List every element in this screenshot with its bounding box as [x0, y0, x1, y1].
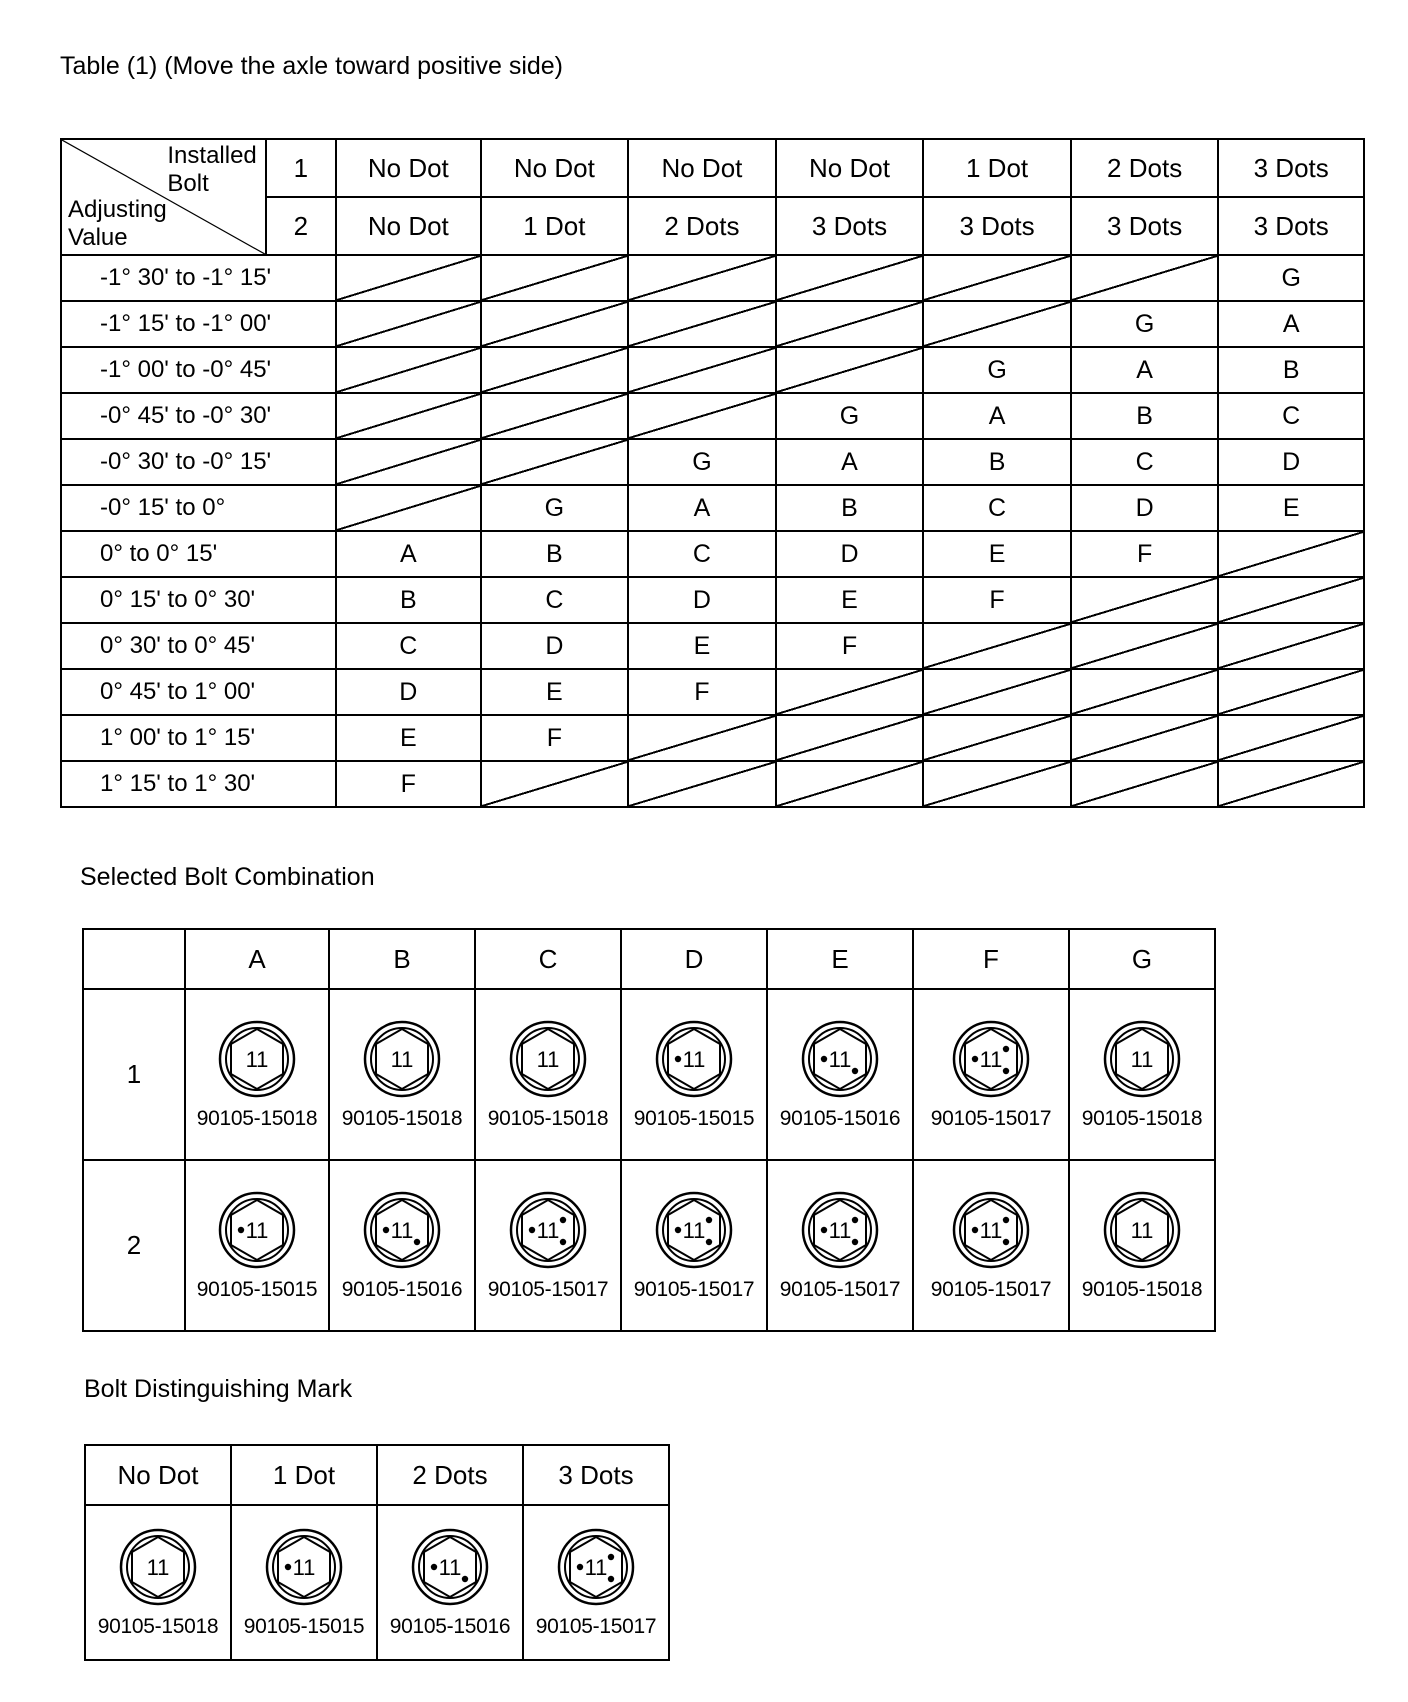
- not-applicable-cell: [1071, 577, 1219, 623]
- mark-column-header: 1 Dot: [231, 1445, 377, 1505]
- marks-title: Bolt Distinguishing Mark: [84, 1375, 353, 1403]
- not-applicable-cell: [1218, 715, 1364, 761]
- not-applicable-cell: [336, 393, 481, 439]
- combo-letter-cell: A: [1071, 347, 1219, 393]
- not-applicable-cell: [1218, 531, 1364, 577]
- bolt-cell: [767, 1160, 913, 1331]
- svg-text:11: 11: [584, 1554, 608, 1580]
- combo-letter-cell: B: [776, 485, 924, 531]
- part-number: 90105-15017: [633, 1277, 755, 1301]
- bolt-cell: [523, 1505, 669, 1660]
- not-applicable-cell: [1071, 623, 1219, 669]
- bolt-cell: [913, 1160, 1069, 1331]
- not-applicable-cell: [628, 761, 776, 807]
- bolt-cell: [1069, 1160, 1215, 1331]
- combo-letter-cell: E: [776, 577, 924, 623]
- combo-column-header: D: [621, 929, 767, 989]
- combo-row-label: 2: [83, 1160, 185, 1331]
- adjust-row: [61, 531, 1364, 577]
- adjust-range-label: -0° 30' to -0° 15': [61, 439, 336, 485]
- adjust-range-label: 0° to 0° 15': [61, 531, 336, 577]
- bolt1-mark: No Dot: [776, 139, 924, 197]
- bolt-cell: [1069, 989, 1215, 1160]
- combo-letter-cell: A: [923, 393, 1071, 439]
- combo-letter-cell: D: [1218, 439, 1364, 485]
- combo-letter-cell: A: [336, 531, 481, 577]
- not-applicable-cell: [923, 669, 1071, 715]
- bolt-head-icon: [951, 1019, 1031, 1099]
- mark-column-header: 3 Dots: [523, 1445, 669, 1505]
- svg-text:11: 11: [682, 1046, 706, 1072]
- not-applicable-cell: [1218, 761, 1364, 807]
- not-applicable-cell: [1071, 669, 1219, 715]
- not-applicable-cell: [1218, 669, 1364, 715]
- not-applicable-cell: [776, 255, 924, 301]
- not-applicable-cell: [336, 485, 481, 531]
- combo-letter-cell: B: [1071, 393, 1219, 439]
- svg-text:11: 11: [828, 1217, 852, 1243]
- not-applicable-cell: [628, 347, 776, 393]
- mark-header-row: [85, 1445, 669, 1505]
- adjust-row: [61, 761, 1364, 807]
- bolt-head-icon: [654, 1019, 734, 1099]
- adjust-range-label: -1° 30' to -1° 15': [61, 255, 336, 301]
- bolt-cell: [913, 989, 1069, 1160]
- combo-letter-cell: F: [923, 577, 1071, 623]
- bolt2-mark: 1 Dot: [481, 197, 629, 255]
- combo-column-header: A: [185, 929, 329, 989]
- adjust-row: [61, 623, 1364, 669]
- not-applicable-cell: [923, 301, 1071, 347]
- mark-column-header: No Dot: [85, 1445, 231, 1505]
- svg-text:11: 11: [979, 1046, 1003, 1072]
- part-number: 90105-15017: [930, 1106, 1052, 1130]
- installed-bolt-label: Installed Bolt: [167, 142, 257, 197]
- combo-letter-cell: G: [923, 347, 1071, 393]
- adjust-range-label: -1° 15' to -1° 00': [61, 301, 336, 347]
- bolt-head-icon: [264, 1527, 344, 1607]
- bolt-cell: [621, 989, 767, 1160]
- part-number: 90105-15017: [930, 1277, 1052, 1301]
- svg-text:11: 11: [1130, 1217, 1154, 1243]
- combo-column-header: F: [913, 929, 1069, 989]
- adjust-row: [61, 715, 1364, 761]
- bolt2-mark: 2 Dots: [628, 197, 776, 255]
- combo-letter-cell: G: [481, 485, 629, 531]
- combo-bolt-row: [83, 989, 1215, 1160]
- svg-text:11: 11: [682, 1217, 706, 1243]
- part-number: 90105-15016: [341, 1277, 463, 1301]
- bolt-cell: [767, 989, 913, 1160]
- part-number: 90105-15015: [196, 1277, 318, 1301]
- combo-letter-cell: C: [481, 577, 629, 623]
- svg-text:11: 11: [536, 1046, 560, 1072]
- bolt1-mark: 1 Dot: [923, 139, 1071, 197]
- adjust-row: [61, 347, 1364, 393]
- combo-letter-cell: D: [1071, 485, 1219, 531]
- bolt-cell: [185, 1160, 329, 1331]
- combo-letter-cell: E: [336, 715, 481, 761]
- bolt2-mark: No Dot: [336, 197, 481, 255]
- bolt2-label: 2: [266, 197, 336, 255]
- part-number: 90105-15017: [535, 1614, 657, 1638]
- bolt-head-icon: [654, 1190, 734, 1270]
- bolt-cell: [85, 1505, 231, 1660]
- combo-bolt-row: [83, 1160, 1215, 1331]
- combo-letter-cell: G: [776, 393, 924, 439]
- mark-column-header: 2 Dots: [377, 1445, 523, 1505]
- bolt-head-icon: [410, 1527, 490, 1607]
- combo-letter-cell: C: [1071, 439, 1219, 485]
- mark-bolt-row: [85, 1505, 669, 1660]
- not-applicable-cell: [481, 255, 629, 301]
- not-applicable-cell: [923, 255, 1071, 301]
- combo-letter-cell: E: [1218, 485, 1364, 531]
- adjusting-value-label: Adjusting Value: [68, 196, 167, 251]
- part-number: 90105-15015: [243, 1614, 365, 1638]
- combo-letter-cell: A: [628, 485, 776, 531]
- combo-letter-cell: E: [481, 669, 629, 715]
- adjust-row: [61, 669, 1364, 715]
- bolt1-header-row: [61, 139, 1364, 197]
- combo-letter-cell: G: [628, 439, 776, 485]
- combo-column-header: C: [475, 929, 621, 989]
- part-number: 90105-15018: [1081, 1106, 1203, 1130]
- part-number: 90105-15018: [341, 1106, 463, 1130]
- combo-letter-cell: A: [1218, 301, 1364, 347]
- svg-text:11: 11: [146, 1554, 170, 1580]
- not-applicable-cell: [1218, 577, 1364, 623]
- adjust-range-label: 1° 00' to 1° 15': [61, 715, 336, 761]
- combo-column-header: E: [767, 929, 913, 989]
- bolt1-mark: 2 Dots: [1071, 139, 1219, 197]
- combo-letter-cell: D: [628, 577, 776, 623]
- bolt-head-icon: [508, 1019, 588, 1099]
- bolt2-mark: 3 Dots: [1218, 197, 1364, 255]
- adjust-range-label: 0° 30' to 0° 45': [61, 623, 336, 669]
- combo-letter-cell: D: [481, 623, 629, 669]
- not-applicable-cell: [336, 255, 481, 301]
- svg-text:11: 11: [390, 1046, 414, 1072]
- not-applicable-cell: [1071, 761, 1219, 807]
- svg-text:11: 11: [390, 1217, 414, 1243]
- not-applicable-cell: [1071, 255, 1219, 301]
- bolt-head-icon: [362, 1019, 442, 1099]
- not-applicable-cell: [776, 669, 924, 715]
- bolt-cell: [377, 1505, 523, 1660]
- bolt-cell: [329, 989, 475, 1160]
- combo-column-header: G: [1069, 929, 1215, 989]
- combo-letter-cell: F: [336, 761, 481, 807]
- bolt-combination-table: [82, 928, 1216, 1332]
- svg-text:11: 11: [536, 1217, 560, 1243]
- bolt-head-icon: [217, 1019, 297, 1099]
- combo-letter-cell: E: [923, 531, 1071, 577]
- table1-title: Table (1) (Move the axle toward positive side): [60, 52, 564, 80]
- adjust-range-label: -1° 00' to -0° 45': [61, 347, 336, 393]
- combo-letter-cell: C: [336, 623, 481, 669]
- combo-corner-cell: [83, 929, 185, 989]
- bolt2-mark: 3 Dots: [923, 197, 1071, 255]
- combo-header-row: [83, 929, 1215, 989]
- adjust-row: [61, 485, 1364, 531]
- not-applicable-cell: [776, 301, 924, 347]
- part-number: 90105-15015: [633, 1106, 755, 1130]
- combo-column-header: B: [329, 929, 475, 989]
- not-applicable-cell: [776, 761, 924, 807]
- adjust-range-label: -0° 45' to -0° 30': [61, 393, 336, 439]
- not-applicable-cell: [923, 623, 1071, 669]
- not-applicable-cell: [628, 393, 776, 439]
- svg-text:11: 11: [245, 1046, 269, 1072]
- part-number: 90105-15018: [97, 1614, 219, 1638]
- bolt-cell: [475, 1160, 621, 1331]
- svg-text:11: 11: [245, 1217, 269, 1243]
- bolt1-mark: 3 Dots: [1218, 139, 1364, 197]
- bolt1-mark: No Dot: [628, 139, 776, 197]
- part-number: 90105-15018: [487, 1106, 609, 1130]
- combo-letter-cell: G: [1218, 255, 1364, 301]
- combo-row-label: 1: [83, 989, 185, 1160]
- not-applicable-cell: [923, 761, 1071, 807]
- combo-title: Selected Bolt Combination: [80, 863, 375, 891]
- bolt-cell: [329, 1160, 475, 1331]
- bolt-head-icon: [556, 1527, 636, 1607]
- combo-letter-cell: A: [776, 439, 924, 485]
- not-applicable-cell: [776, 347, 924, 393]
- adjust-range-label: 0° 45' to 1° 00': [61, 669, 336, 715]
- combo-letter-cell: B: [336, 577, 481, 623]
- part-number: 90105-15017: [487, 1277, 609, 1301]
- adjust-row: [61, 301, 1364, 347]
- not-applicable-cell: [923, 715, 1071, 761]
- combo-letter-cell: D: [336, 669, 481, 715]
- bolt-cell: [231, 1505, 377, 1660]
- bolt1-mark: No Dot: [481, 139, 629, 197]
- part-number: 90105-15016: [779, 1106, 901, 1130]
- bolt-head-icon: [1102, 1190, 1182, 1270]
- combo-letter-cell: F: [481, 715, 629, 761]
- bolt-cell: [621, 1160, 767, 1331]
- not-applicable-cell: [336, 347, 481, 393]
- bolt-head-icon: [1102, 1019, 1182, 1099]
- bolt-cell: [185, 989, 329, 1160]
- adjust-row: [61, 577, 1364, 623]
- not-applicable-cell: [481, 393, 629, 439]
- not-applicable-cell: [336, 439, 481, 485]
- bolt-head-icon: [800, 1190, 880, 1270]
- part-number: 90105-15017: [779, 1277, 901, 1301]
- bolt-head-icon: [118, 1527, 198, 1607]
- not-applicable-cell: [336, 301, 481, 347]
- svg-text:11: 11: [979, 1217, 1003, 1243]
- svg-text:11: 11: [438, 1554, 462, 1580]
- combo-letter-cell: C: [628, 531, 776, 577]
- bolt1-mark: No Dot: [336, 139, 481, 197]
- adjust-row: [61, 255, 1364, 301]
- adjust-row: [61, 439, 1364, 485]
- svg-text:11: 11: [292, 1554, 316, 1580]
- part-number: 90105-15018: [196, 1106, 318, 1130]
- svg-text:11: 11: [1130, 1046, 1154, 1072]
- combo-letter-cell: F: [628, 669, 776, 715]
- adjust-row: [61, 393, 1364, 439]
- combo-letter-cell: F: [776, 623, 924, 669]
- bolt-head-icon: [362, 1190, 442, 1270]
- not-applicable-cell: [628, 301, 776, 347]
- adjust-range-label: 1° 15' to 1° 30': [61, 761, 336, 807]
- bolt-head-icon: [217, 1190, 297, 1270]
- not-applicable-cell: [481, 347, 629, 393]
- adjust-range-label: -0° 15' to 0°: [61, 485, 336, 531]
- not-applicable-cell: [1071, 715, 1219, 761]
- combo-letter-cell: C: [923, 485, 1071, 531]
- adjusting-value-table: [60, 138, 1365, 808]
- not-applicable-cell: [628, 715, 776, 761]
- not-applicable-cell: [481, 301, 629, 347]
- not-applicable-cell: [1218, 623, 1364, 669]
- bolt-head-icon: [800, 1019, 880, 1099]
- corner-header: [61, 139, 266, 255]
- svg-text:11: 11: [828, 1046, 852, 1072]
- not-applicable-cell: [481, 439, 629, 485]
- bolt2-mark: 3 Dots: [1071, 197, 1219, 255]
- part-number: 90105-15018: [1081, 1277, 1203, 1301]
- bolt1-label: 1: [266, 139, 336, 197]
- bolt-head-icon: [508, 1190, 588, 1270]
- bolt-cell: [475, 989, 621, 1160]
- combo-letter-cell: C: [1218, 393, 1364, 439]
- not-applicable-cell: [628, 255, 776, 301]
- combo-letter-cell: G: [1071, 301, 1219, 347]
- combo-letter-cell: B: [1218, 347, 1364, 393]
- combo-letter-cell: D: [776, 531, 924, 577]
- combo-letter-cell: B: [923, 439, 1071, 485]
- combo-letter-cell: F: [1071, 531, 1219, 577]
- part-number: 90105-15016: [389, 1614, 511, 1638]
- not-applicable-cell: [776, 715, 924, 761]
- combo-letter-cell: E: [628, 623, 776, 669]
- bolt2-mark: 3 Dots: [776, 197, 924, 255]
- bolt-mark-table: [84, 1444, 670, 1661]
- bolt-head-icon: [951, 1190, 1031, 1270]
- not-applicable-cell: [481, 761, 629, 807]
- combo-letter-cell: B: [481, 531, 629, 577]
- adjust-range-label: 0° 15' to 0° 30': [61, 577, 336, 623]
